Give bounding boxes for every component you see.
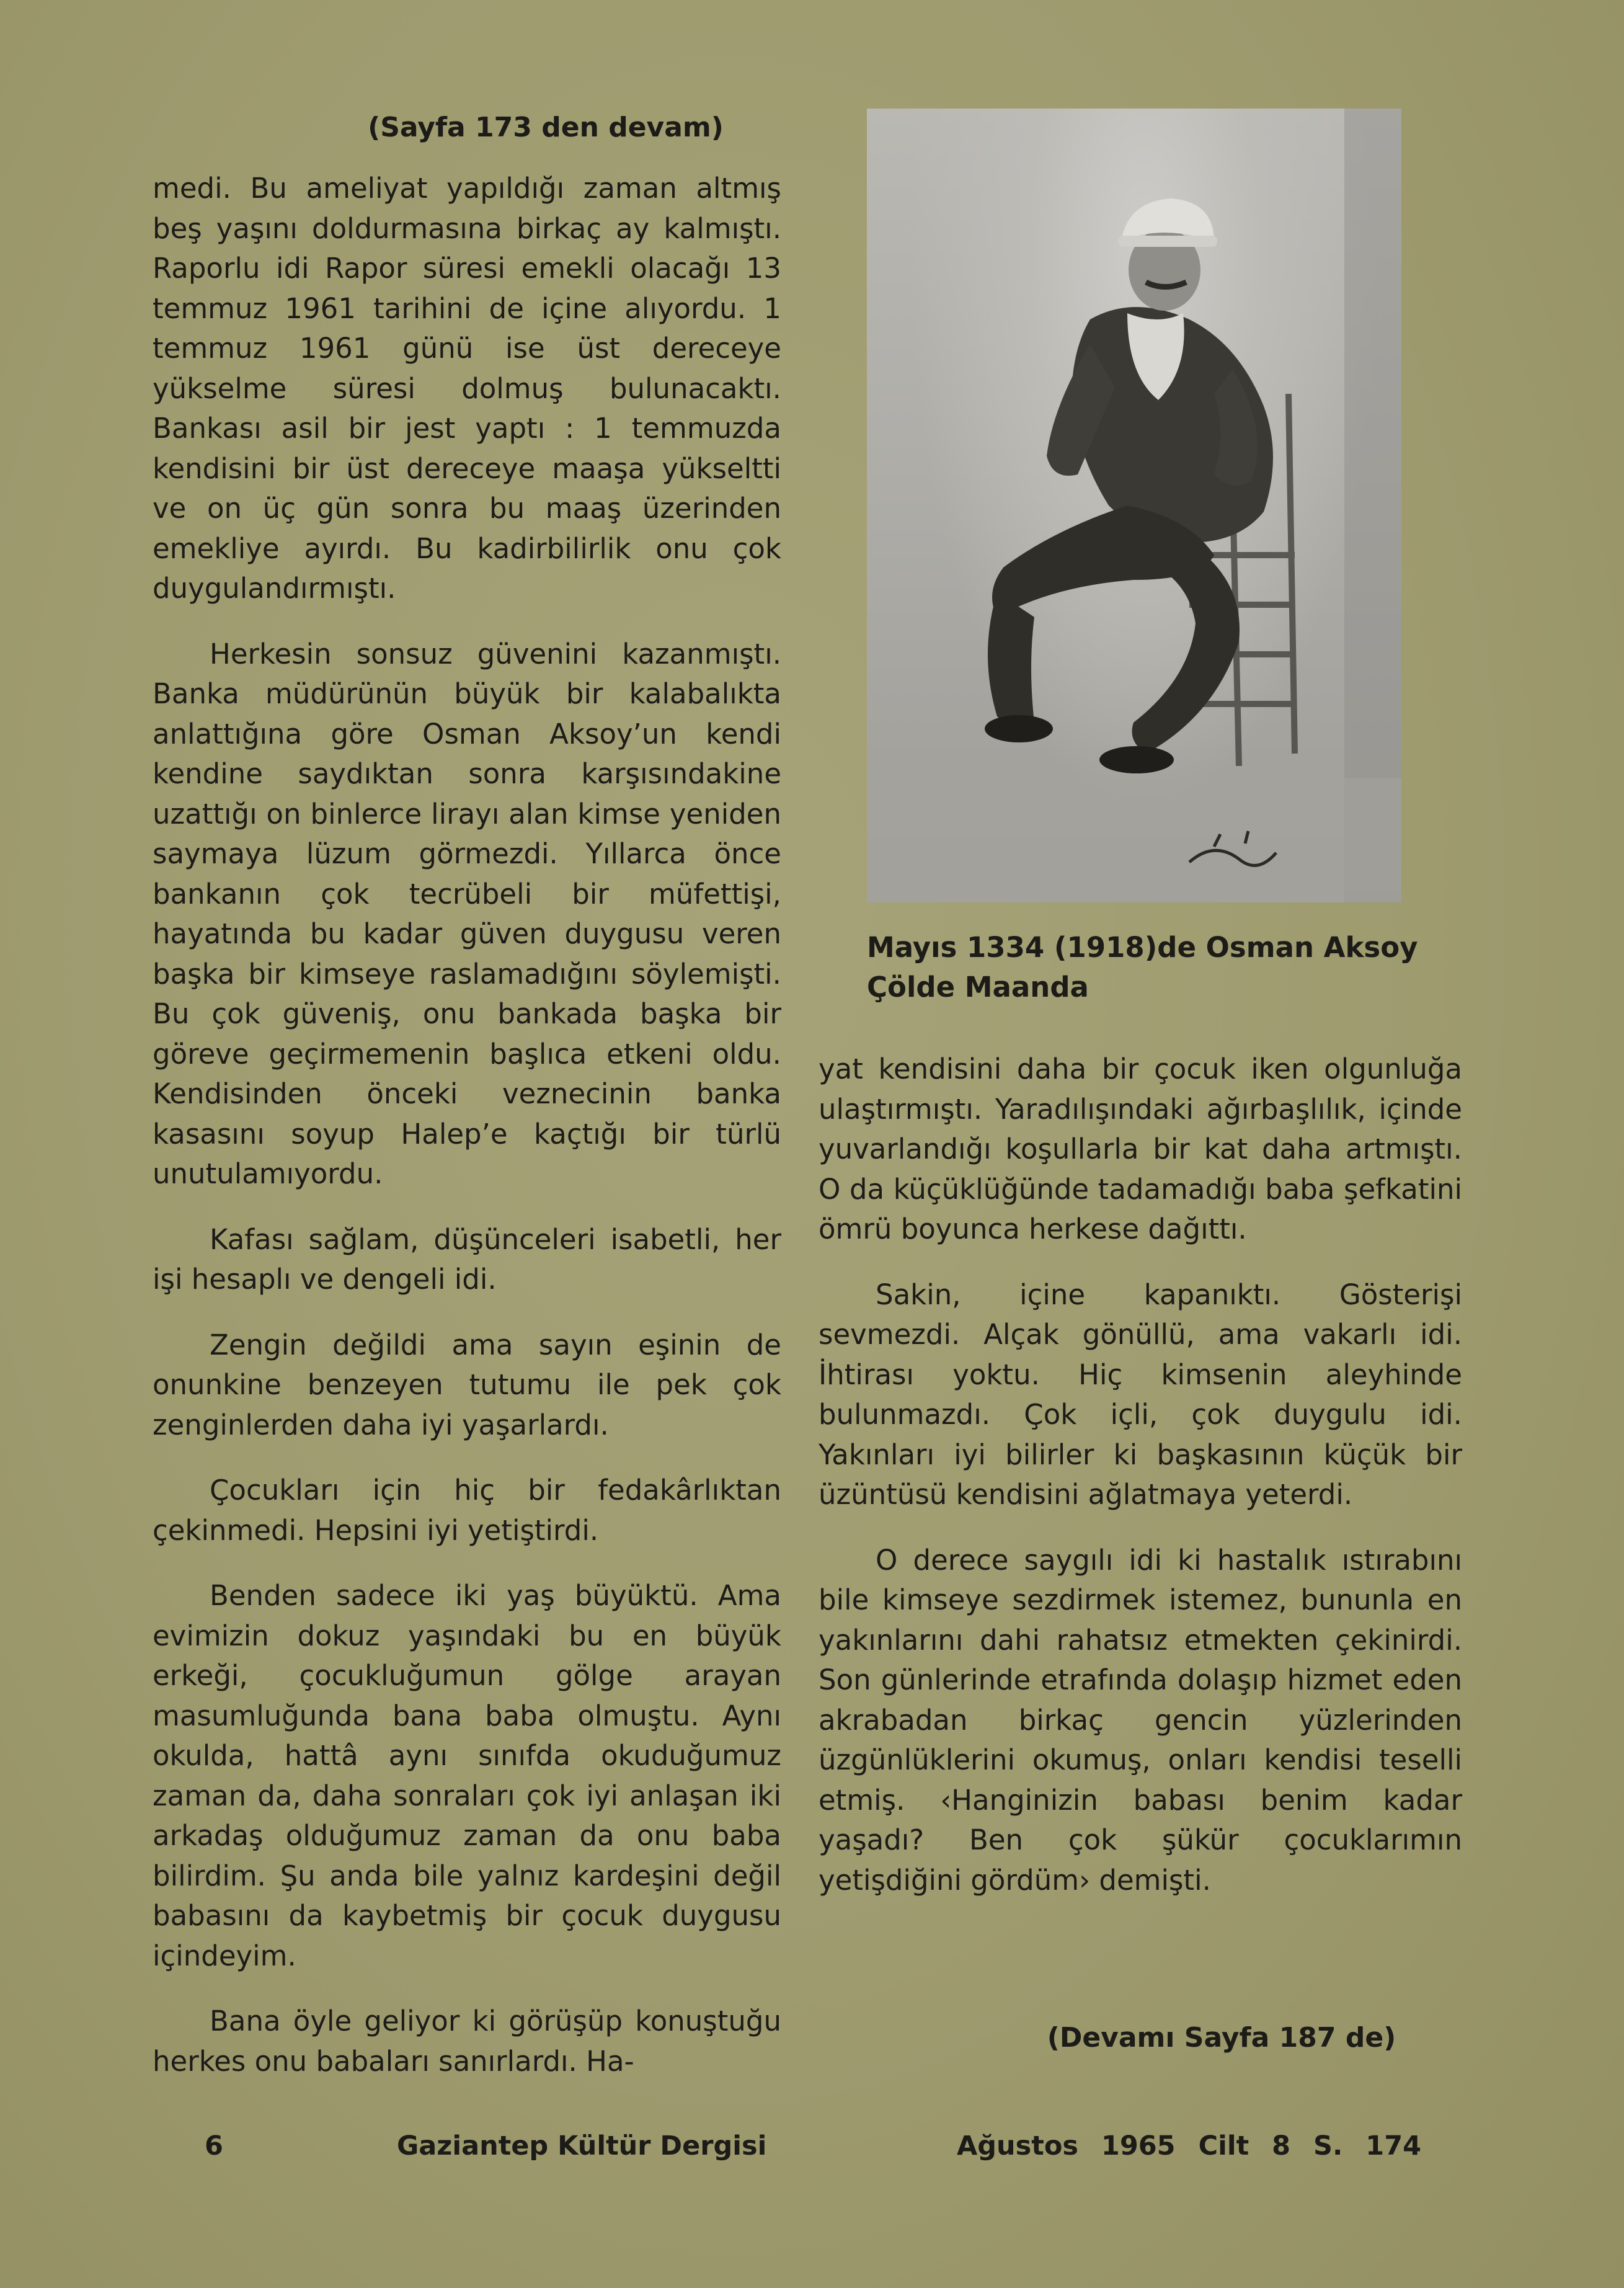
caption-line: Çölde Maanda	[867, 971, 1089, 1004]
portrait-photo	[867, 109, 1401, 902]
paragraph: Çocukları için hiç bir fedakârlıktan çekinmedi. Hepsini iyi yetiştirdi.	[153, 1474, 781, 1547]
issue-info: Ağustos 1965 Cilt 8 S. 174	[957, 2130, 1422, 2161]
paragraph: Benden sadece iki yaş büyüktü. Ama evimizin dokuz yaşındaki bu en büyük erkeği, çocukluğumun gölge arayan masumluğunda bana baba olmuştu. Aynı okulda, hattâ aynı sınıfda okuduğumuz zaman da, daha sonraları çok iyi anlaşan iki arkadaş olduğumuz zaman da onu baba bilirdim. Şu anda bile yalnız kardeşini değil babasını da kaybetmiş bir çocuk duygusu içindeyim.	[153, 1579, 781, 1972]
continued-from-note: (Sayfa 173 den devam)	[368, 112, 724, 143]
photo-caption	[867, 928, 1425, 1007]
left-text-column	[153, 169, 781, 2107]
continued-to-note: (Devamı Sayfa 187 de)	[1047, 2022, 1396, 2054]
paragraph: Zengin değildi ama sayın eşinin de onunkine benzeyen tutumu ile pek çok zenginlerden daha iyi yaşarlardı.	[153, 1328, 781, 1441]
magazine-title: Gaziantep Kültür Dergisi	[397, 2130, 767, 2161]
paragraph: Herkesin sonsuz güvenini kazanmıştı. Banka müdürünün büyük bir kalabalıkta anlattığına göre Osman Aksoy’un kendi kendine saydıktan sonra karşısındakine uzattığı on binlerce lirayı alan kimse yeniden saymaya lüzum görmezdi. Yıllarca önce bankanın çok tecrübeli bir müfettişi, hayatında bu kadar güven duygusu veren başka bir kimseye raslamadığını söylemişti. Bu çok güveniş, onu bankada başka bir göreve geçirmemenin başlıca etkeni oldu. Kendisinden önceki veznecinin banka kasasını soyup Halep’e kaçtığı bir türlü unutulamıyordu.	[153, 637, 781, 1190]
paragraph: Bana öyle geliyor ki görüşüp konuştuğu herkes onu babaları sanırlardı. Ha-	[153, 2005, 781, 2078]
paragraph: Sakin, içine kapanıktı. Gösterişi sevmezdi. Alçak gönüllü, ama vakarlı idi. İhtirası yoktu. Hiç kimsenin aleyhinde bulunmazdı. Çok içli, çok duygulu idi. Yakınları iyi bilirler ki başkasının küçük bir üzüntüsü kendisini ağlatmaya yeterdi.	[819, 1278, 1462, 1511]
paragraph: medi. Bu ameliyat yapıldığı zaman altmış beş yaşını doldurmasına birkaç ay kalmıştı. Raporlu idi Rapor süresi emekli olacağı 13 temmuz 1961 tarihini de içine alıyordu. 1 temmuz 1961 günü ise üst dereceye yükselme süresi dolmuş bulunacaktı. Bankası asil bir jest yaptı : 1 temmuzda kendisini bir üst dereceye maaşa yükseltti ve on üç gün sonra bu maaş üzerinden emekliye ayırdı. Bu kadirbilirlik onu çok duygulandırmıştı.	[153, 172, 781, 605]
seated-man-illustration	[867, 109, 1401, 902]
caption-line: Mayıs 1334 (1918)de Osman Aksoy	[867, 931, 1418, 964]
right-text-column	[819, 1049, 1462, 1926]
paragraph: yat kendisini daha bir çocuk iken olgunluğa ulaştırmıştı. Yaradılışındaki ağırbaşlılık, içinde yuvarlandığı koşullarla bir kat daha artmıştı. O da küçüklüğünde tadamadığı baba şefkatini ömrü boyunca herkese dağıttı.	[819, 1053, 1462, 1245]
paragraph: Kafası sağlam, düşünceleri isabetli, her işi hesaplı ve dengeli idi.	[153, 1222, 781, 1296]
page-number: 6	[205, 2130, 223, 2161]
paragraph: O derece saygılı idi ki hastalık ıstırabını bile kimseye sezdirmek istemez, bununla en yakınlarını dahi rahatsız etmekten çekinirdi. Son günlerinde etrafında dolaşıp hizmet eden akrabadan birkaç gencin yüzlerinden üzgünlüklerini okumuş, onları kendisi teselli etmiş. ‹Hanginizin babası benim kadar yaşadı? Ben çok şükür çocuklarımın yetişdiğini gördüm› demişti.	[819, 1543, 1462, 1897]
